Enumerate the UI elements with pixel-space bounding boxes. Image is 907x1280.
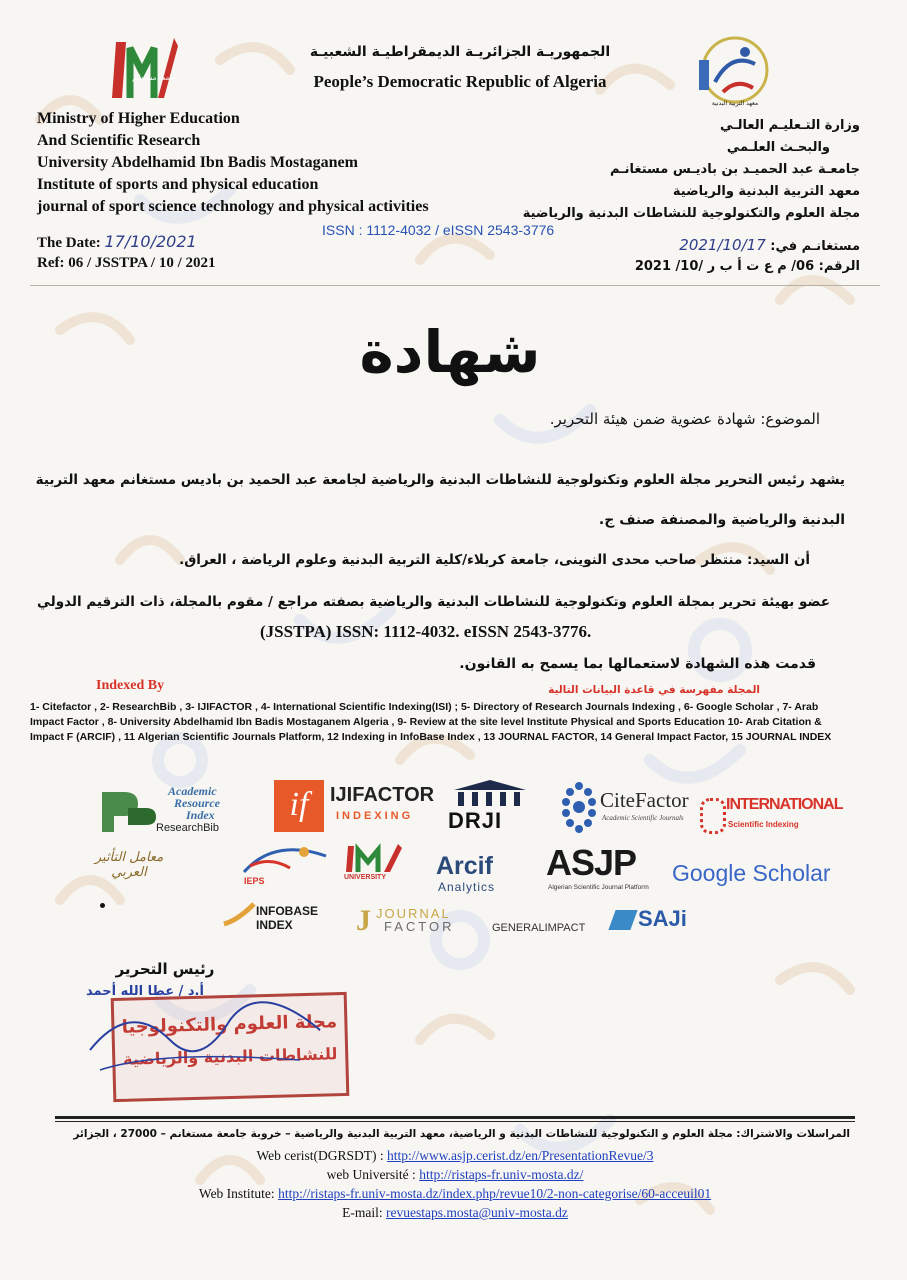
journal-factor-text-2: FACTOR <box>384 919 455 934</box>
univ-link[interactable]: http://ristaps-fr.univ-mosta.dz/ <box>419 1167 584 1182</box>
journal-line: journal of sport science technology and physical activities <box>37 198 429 215</box>
university-logo <box>106 28 180 106</box>
ar-date-label: مستغانـم في: <box>770 239 860 254</box>
infobase-logo <box>222 900 352 932</box>
journal-factor-text-1: JOURNAL <box>376 906 451 921</box>
closing-line: قدمت هذه الشهادة لاستعمالها بما يسمح به القانون. <box>459 656 816 672</box>
journal-factor-icon: J <box>356 904 371 937</box>
arcif-text: Arcif <box>436 852 493 880</box>
date-value: 17/10/2021 <box>104 232 197 251</box>
email-link[interactable]: revuestaps.mosta@univ-mosta.dz <box>385 1205 568 1220</box>
institute-logo <box>693 30 773 110</box>
general-impact-logo: GENERALIMPACT <box>492 922 586 934</box>
citefactor-text: CiteFactor <box>600 788 689 812</box>
isi-text: INTERNATIONAL <box>726 796 843 813</box>
asjp-sub: Algerian Scientific Journal Platform <box>548 884 649 891</box>
signature-scribble <box>80 1000 340 1090</box>
drji-logo <box>444 778 536 836</box>
indexed-by-title-ar: المجلة مفهرسة في قاعدة البيانات التالية <box>548 684 760 696</box>
ieps-logo <box>240 842 330 894</box>
isi-logo <box>700 794 843 840</box>
saji-icon <box>608 910 637 930</box>
google-scholar-logo: Google Scholar <box>672 860 831 886</box>
isi-sub: Scientific Indexing <box>728 820 799 829</box>
cerist-link[interactable]: http://www.asjp.cerist.dz/en/PresentationRevue/3 <box>387 1148 654 1163</box>
asjp-text: ASJP <box>546 842 637 883</box>
footer-address: المراسلات والاشتراك: مجلة العلوم و التكنولوجية للنشاطات البدنية و الرياضية، معهد التربية البدنية والرياضية – خروبة جامعة مستغانم – 27000 ، الجزائر <box>73 1128 850 1140</box>
citefactor-icon <box>560 780 598 836</box>
researchbib-logo <box>98 784 258 838</box>
ministry-line: Ministry of Higher Education <box>37 110 240 127</box>
ijifactor-logo <box>274 780 435 834</box>
ref-label: Ref: <box>37 255 65 271</box>
header-divider <box>30 285 880 286</box>
saji-logo <box>612 906 692 936</box>
person-line: أن السيد: منتظر صاحب محدى النوينى، جامعة كربلاء/كلية التربية البدنية وعلوم الرياضة ، العراق. <box>179 552 810 568</box>
email-label: E-mail: <box>342 1205 383 1220</box>
arcif-logo <box>436 852 546 896</box>
ar-date-value: 2021/10/17 <box>679 236 766 254</box>
member-line: عضو بهيئة تحرير بمجلة العلوم وتكنولوجية للنشاطات البدنية والرياضية بصفته مراجع / مقوم بالمجلة، ذات الترقيم الدولي <box>37 594 830 610</box>
header-ar-block <box>520 115 860 225</box>
footer-divider-top <box>55 1116 855 1119</box>
ar-date-row <box>560 236 860 254</box>
univ-index-logo <box>340 842 410 890</box>
republic-name-en: People’s Democratic Republic of Algeria <box>313 72 607 91</box>
ar-ref-row <box>560 259 860 274</box>
editor-name: أ.د / عطا الله أحمد <box>86 984 204 999</box>
journal-line-ar: مجلة العلوم والتكنولوجية للنشاطات البدنية والرياضية <box>522 206 860 221</box>
arab-impact-logo: معامل التأثير العربي <box>94 850 164 880</box>
researchbib-text-1: Academic <box>168 784 217 798</box>
certificate-title: شهادة <box>359 318 541 386</box>
institute-link[interactable]: http://ristaps-fr.univ-mosta.dz/index.php/revue10/2-non-categorise/60-acceuil01 <box>278 1186 712 1201</box>
ijifactor-text: IJIFACTOR <box>330 784 435 806</box>
ref-row <box>37 255 215 272</box>
institute-row <box>60 1184 850 1203</box>
issn-header: ISSN : 1112-4032 / eISSN 2543-3776 <box>322 222 555 238</box>
arcif-sub: Analytics <box>438 880 496 894</box>
asjp-logo <box>546 842 676 894</box>
drji-icon <box>444 778 536 808</box>
saji-text: SAJi <box>638 906 687 931</box>
institute-logo-text: معهد التربية البدنية <box>711 100 759 107</box>
cerist-row <box>60 1146 850 1165</box>
institute-line: Institute of sports and physical education <box>37 176 319 193</box>
univ-label: web Université : <box>326 1167 416 1182</box>
bullet-dot <box>100 903 105 908</box>
university-logo-icon <box>106 28 180 106</box>
institute-line-ar: معهد التربية البدنية والرياضية <box>672 184 860 199</box>
researchbib-icon <box>98 786 160 836</box>
research-line: And Scientific Research <box>37 132 201 149</box>
univ-index-icon <box>340 842 410 874</box>
header-en-block <box>37 108 557 218</box>
institute-label: Web Institute: <box>198 1186 275 1201</box>
editor-title: رئيس التحرير <box>115 960 215 978</box>
issn-body-line: (JSSTPA) ISSN: 1112-4032. eISSN 2543-3776. <box>260 622 592 641</box>
paragraph-line-1: يشهد رئيس التحرير مجلة العلوم وتكنولوجية للنشاطات البدنية والرياضية لجامعة عبد الحميد بن باديس مستغانم معهد التربية <box>35 472 845 488</box>
date-label: The Date: <box>37 235 101 251</box>
citefactor-sub: Academic Scientific Journals <box>602 814 684 822</box>
researchbib-text-2: Resource <box>174 796 220 810</box>
footer-links <box>60 1146 850 1222</box>
researchbib-text-4: ResearchBib <box>156 822 219 834</box>
indexing-list: 1- Citefactor , 2- ResearchBib , 3- IJIFACTOR , 4- International Scientific Indexing(ISI) ; 5- Directory of Research Journals Indexing , 6- Google Scholar , 7- Arab Impact Factor , 8- University Abdelhamid Ibn Badis Mostaganem Algeria , 9- Review at the site level Institute Physical and Sports Education 10- Arab Citation & Impact F (ARCIF) , 11 Algerian Scientific Journals Platform, 12 Indexing in InfoBase Index , 13 JOURNAL FACTOR, 14 General Impact Factor, 15 JOURNAL INDEX <box>30 701 832 743</box>
institute-logo-icon <box>693 30 773 110</box>
researchbib-text-3: Index <box>186 808 215 822</box>
footer-divider-bottom <box>55 1121 855 1122</box>
university-line-ar: جامعـة عبد الحميـد بن باديـس مستغانـم <box>609 162 860 177</box>
research-line-ar: والبحـث العلـمي <box>726 140 830 155</box>
republic-name-ar: الجمهوريـة الجزائريـة الديمقراطيـة الشعبيـة <box>309 44 611 60</box>
ministry-line-ar: وزارة التـعليـم العالـي <box>720 118 860 133</box>
paragraph-line-2: البدنية والرياضية والمصنفة صنف ج. <box>598 512 845 528</box>
ar-ref-value: 06/ م ع ت أ ب ر /10/ 2021 <box>634 259 815 274</box>
subject-line: الموضوع: شهادة عضوية ضمن هيئة التحرير. <box>549 410 820 428</box>
ieps-icon <box>240 842 330 878</box>
isi-icon <box>700 798 726 834</box>
journal-factor-logo <box>356 904 486 936</box>
infobase-icon <box>222 902 256 928</box>
date-row <box>37 232 197 252</box>
ar-ref-label: الرقم: <box>818 259 860 274</box>
ieps-text: IEPS <box>244 876 265 886</box>
drji-text: DRJI <box>448 808 503 833</box>
infobase-text: INFOBASE INDEX <box>256 904 319 932</box>
indexed-by-title: Indexed By <box>96 678 165 693</box>
univ-index-text: UNIVERSITY <box>344 874 387 881</box>
university-line: University Abdelhamid Ibn Badis Mostaganem <box>37 154 358 171</box>
email-row <box>60 1203 850 1222</box>
stamp-line-2: للنشاطات البدنية والرياضية <box>122 1044 338 1069</box>
univ-row <box>60 1165 850 1184</box>
cerist-label: Web cerist(DGRSDT) : <box>256 1148 384 1163</box>
citefactor-logo <box>560 780 690 840</box>
university-logo-text: جامعة مستغانم <box>132 74 176 82</box>
stamp-line-1: مجلة العلوم والتكنولوجيا <box>121 1011 338 1038</box>
ijifactor-sub: INDEXING <box>336 810 414 822</box>
ijifactor-icon: if <box>274 780 324 832</box>
ref-value: 06 / JSSTPA / 10 / 2021 <box>68 255 216 271</box>
